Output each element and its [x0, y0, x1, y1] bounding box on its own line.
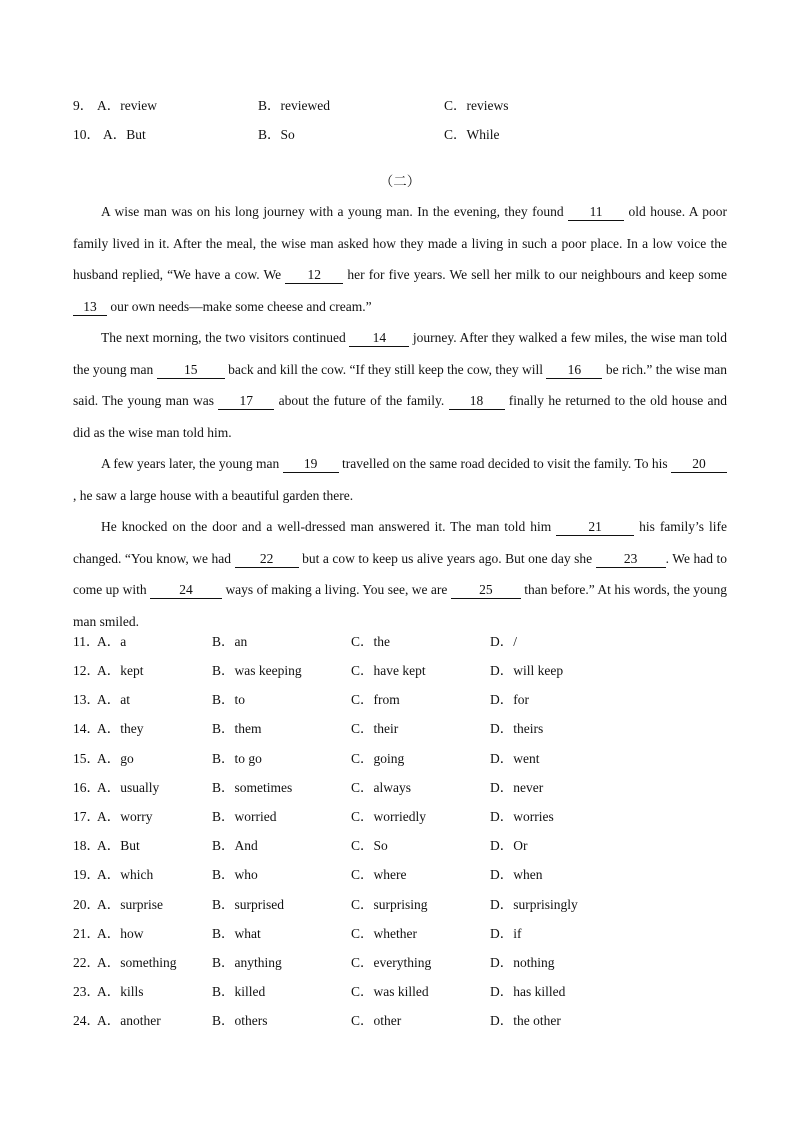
- passage-text: than before.” At his words, the young man smiled.: [73, 582, 727, 629]
- option-c: C．was killed: [351, 984, 429, 999]
- cloze-passage: [73, 196, 727, 637]
- option-d: D．surprisingly: [490, 897, 578, 912]
- option-d: D．went: [490, 751, 540, 766]
- question-number: 15．: [73, 751, 100, 766]
- passage-text: . We had to come up with: [73, 550, 727, 597]
- passage-text: be rich.” the wise man said. The young man was: [73, 361, 727, 408]
- passage-text: journey. After they walked a few miles, the wise man told the young man: [73, 330, 727, 377]
- option-b: B．sometimes: [212, 780, 293, 795]
- option-b: B．surprised: [212, 897, 284, 912]
- passage-text: The next morning, the two visitors continued: [101, 330, 350, 345]
- question-number: 9．: [73, 98, 94, 113]
- option-c: C．While: [444, 127, 500, 142]
- option-b: B．an: [212, 634, 248, 649]
- option-a: A．something: [97, 955, 177, 970]
- passage-text: A wise man was on his long journey with a young man. In the evening, they found: [101, 204, 569, 219]
- option-b: B．killed: [212, 984, 266, 999]
- option-a: A．surprise: [97, 897, 163, 912]
- passage-text: his family’s life changed. “You know, we had: [73, 519, 727, 566]
- option-b: B．So: [258, 127, 295, 142]
- blank-23: 23: [596, 550, 666, 568]
- option-d: D．never: [490, 780, 544, 795]
- option-a: A．how: [97, 926, 144, 941]
- option-b: B．what: [212, 926, 261, 941]
- option-b: B．others: [212, 1013, 268, 1028]
- blank-15: 15: [157, 361, 225, 379]
- option-b: B．anything: [212, 955, 282, 970]
- option-d: D．worries: [490, 809, 554, 824]
- question-number: 16．: [73, 780, 100, 795]
- option-b: B．And: [212, 838, 258, 853]
- passage-text: travelled on the same road decided to visit the family. To his: [338, 456, 672, 471]
- option-d: D．theirs: [490, 721, 544, 736]
- option-a: A．worry: [97, 809, 153, 824]
- blank-25: 25: [451, 581, 521, 599]
- option-d: D．will keep: [490, 663, 564, 678]
- passage-text: He knocked on the door and a well-dressed man answered it. The man told him: [101, 519, 557, 534]
- blank-17: 17: [218, 392, 274, 410]
- blank-12: 12: [285, 266, 343, 284]
- option-d: D．for: [490, 692, 529, 707]
- option-d: D．the other: [490, 1013, 561, 1028]
- blank-18: 18: [449, 392, 505, 410]
- passage-text: A few years later, the young man: [101, 456, 283, 471]
- passage-text: about the future of the family.: [274, 393, 449, 408]
- passage-text: her for five years. We sell her milk to our neighbours and keep some: [343, 267, 728, 282]
- option-a: A．kept: [97, 663, 144, 678]
- question-number: 14．: [73, 721, 100, 736]
- section-title: （二）: [379, 174, 421, 189]
- passage-paragraph-3: [73, 448, 727, 511]
- option-a: A．a: [97, 634, 127, 649]
- option-c: C．surprising: [351, 897, 428, 912]
- blank-22: 22: [235, 550, 299, 568]
- option-a: A．they: [97, 721, 144, 736]
- blank-21: 21: [556, 518, 634, 536]
- option-a: A．But: [97, 838, 140, 853]
- question-number: 19．: [73, 867, 100, 882]
- question-number: 21．: [73, 926, 100, 941]
- passage-text: finally he returned to the old house and did as the wise man told him.: [73, 393, 727, 440]
- option-c: C．the: [351, 634, 390, 649]
- question-number: 23．: [73, 984, 100, 999]
- blank-13: 13: [73, 298, 107, 316]
- option-a: A．at: [97, 692, 130, 707]
- passage-text: old house. A poor family lived in it. After the meal, the wise man asked how they made a living in such a poor place. In a low voice the husband replied, “We have a cow. We: [73, 204, 727, 282]
- option-a: A．usually: [97, 780, 160, 795]
- blank-20: 20: [671, 455, 727, 473]
- blank-11: 11: [568, 203, 624, 221]
- option-d: D．Or: [490, 838, 528, 853]
- option-b: B．them: [212, 721, 262, 736]
- option-c: C．whether: [351, 926, 417, 941]
- question-number: 18．: [73, 838, 100, 853]
- blank-24: 24: [150, 581, 222, 599]
- option-d: D．has killed: [490, 984, 566, 999]
- question-number: 17．: [73, 809, 100, 824]
- option-b: B．who: [212, 867, 258, 882]
- blank-16: 16: [546, 361, 602, 379]
- option-a: A．which: [97, 867, 154, 882]
- option-b: B．to: [212, 692, 246, 707]
- passage-text: , he saw a large house with a beautiful garden there.: [73, 487, 354, 503]
- option-a: A．kills: [97, 984, 144, 999]
- option-d: D．if: [490, 926, 522, 941]
- option-a: A．another: [97, 1013, 161, 1028]
- passage-text: back and kill the cow. “If they still keep the cow, they will: [224, 361, 547, 377]
- option-c: C．always: [351, 780, 411, 795]
- passage-paragraph-2: [73, 322, 727, 448]
- passage-text: ways of making a living. You see, we are: [222, 582, 451, 597]
- option-b: B．reviewed: [258, 98, 330, 113]
- blank-19: 19: [283, 455, 339, 473]
- option-a: A．But: [103, 127, 146, 142]
- option-d: D．/: [490, 634, 517, 649]
- option-a: A．go: [97, 751, 134, 766]
- option-b: B．was keeping: [212, 663, 302, 678]
- passage-text: our own needs—make some cheese and cream.”: [107, 298, 372, 314]
- option-c: C．everything: [351, 955, 432, 970]
- option-c: C．So: [351, 838, 388, 853]
- question-number: 10．: [73, 127, 100, 142]
- blank-14: 14: [349, 329, 409, 347]
- question-number: 22．: [73, 955, 100, 970]
- question-number: 12．: [73, 663, 100, 678]
- option-c: C．other: [351, 1013, 402, 1028]
- option-c: C．their: [351, 721, 399, 736]
- option-c: C．where: [351, 867, 407, 882]
- option-c: C．going: [351, 751, 405, 766]
- option-c: C．from: [351, 692, 400, 707]
- option-c: C．worriedly: [351, 809, 426, 824]
- passage-text: but a cow to keep us alive years ago. But one day she: [298, 550, 596, 566]
- question-number: 13．: [73, 692, 100, 707]
- question-number: 11．: [73, 634, 100, 649]
- option-d: D．when: [490, 867, 543, 882]
- option-c: C．have kept: [351, 663, 426, 678]
- question-number: 20．: [73, 897, 100, 912]
- passage-paragraph-1: [73, 196, 727, 322]
- option-c: C．reviews: [444, 98, 509, 113]
- question-number: 24．: [73, 1013, 100, 1028]
- passage-paragraph-4: [73, 511, 727, 637]
- option-a: A．review: [97, 98, 157, 113]
- option-d: D．nothing: [490, 955, 555, 970]
- option-b: B．to go: [212, 751, 262, 766]
- option-b: B．worried: [212, 809, 277, 824]
